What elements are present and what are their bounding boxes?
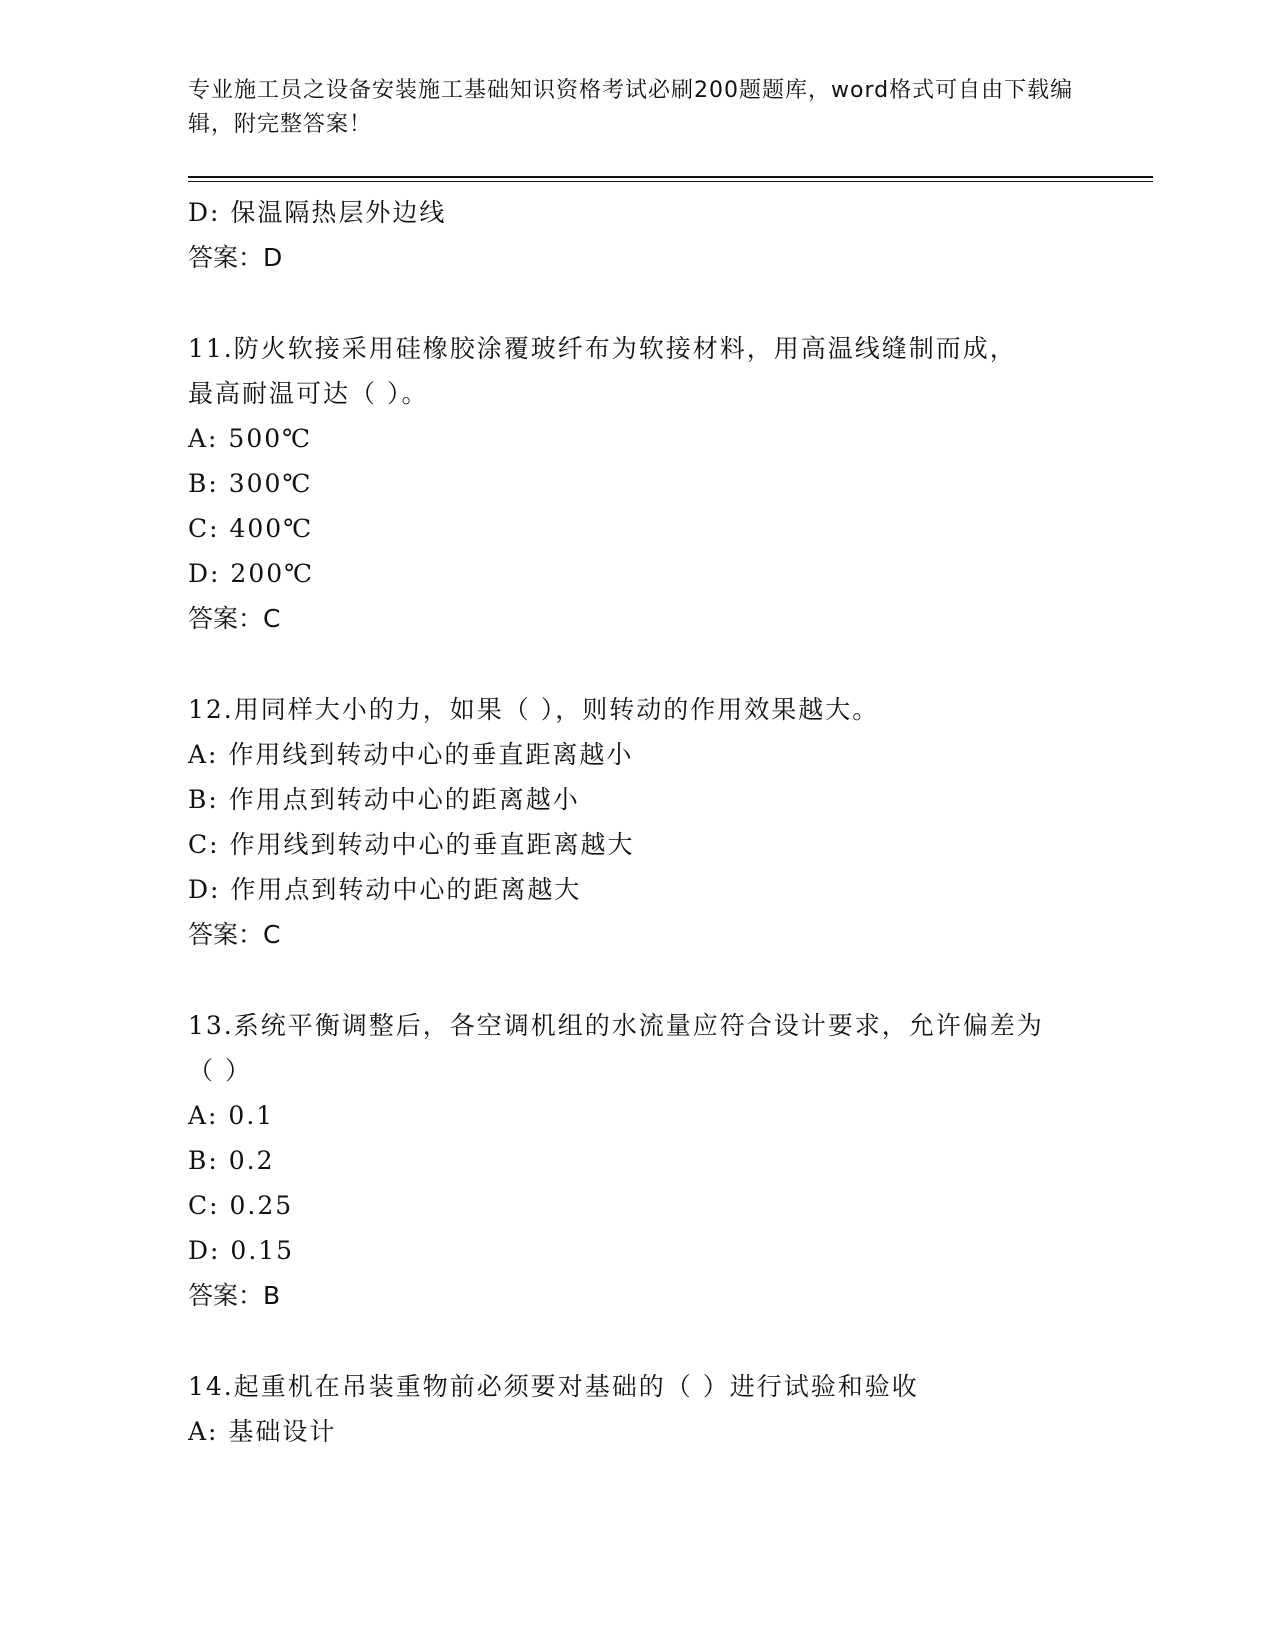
prev-option-d: D: 保温隔热层外边线 <box>188 198 447 227</box>
question-13-option-d: D: 0.15 <box>188 1236 295 1265</box>
question-12-option-b: B: 作用点到转动中心的距离越小 <box>188 785 580 814</box>
question-12-answer: 答案：C <box>188 920 281 949</box>
question-13-title: 13.系统平衡调整后，各空调机组的水流量应符合设计要求，允许偏差为（ ） <box>188 1011 1044 1085</box>
question-12-option-a: A: 作用线到转动中心的垂直距离越小 <box>188 740 634 769</box>
question-11-option-a: A: 500℃ <box>188 424 313 453</box>
question-11-answer: 答案：C <box>188 604 281 633</box>
question-13-option-b: B: 0.2 <box>188 1146 275 1175</box>
question-11-option-b: B: 300℃ <box>188 469 313 498</box>
question-content <box>188 190 1128 1454</box>
prev-answer: 答案：D <box>188 243 283 272</box>
question-13-option-a: A: 0.1 <box>188 1101 275 1130</box>
header-rule-thin <box>188 181 1153 182</box>
header-rule-thick <box>188 176 1153 178</box>
question-13-option-c: C: 0.25 <box>188 1191 294 1220</box>
question-13-answer: 答案：B <box>188 1281 281 1310</box>
question-12-option-c: C: 作用线到转动中心的垂直距离越大 <box>188 830 635 859</box>
question-11-title: 11.防火软接采用硅橡胶涂覆玻纤布为软接材料，用高温线缝制而成，最高耐温可达（ ）。 <box>188 334 1017 408</box>
question-14-option-a: A: 基础设计 <box>188 1417 337 1446</box>
document-header: 专业施工员之设备安装施工基础知识资格考试必刷200题题库，word格式可自由下载编辑，附完整答案！ <box>188 78 1074 137</box>
question-11-option-d: D: 200℃ <box>188 559 315 588</box>
question-14-title: 14.起重机在吊装重物前必须要对基础的（ ）进行试验和验收 <box>188 1372 919 1401</box>
question-11-option-c: C: 400℃ <box>188 514 314 543</box>
question-12-option-d: D: 作用点到转动中心的距离越大 <box>188 875 582 904</box>
question-12-title: 12.用同样大小的力，如果（ ），则转动的作用效果越大。 <box>188 695 880 724</box>
